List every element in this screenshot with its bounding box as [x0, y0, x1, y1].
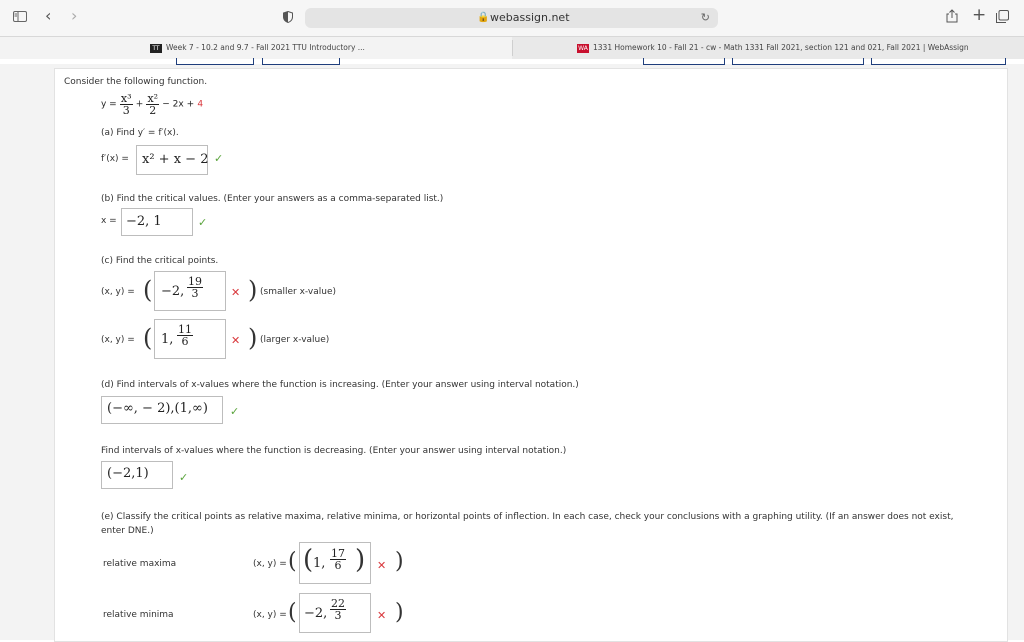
- part-c-row1-field[interactable]: [154, 271, 226, 311]
- nav-button-stub[interactable]: [643, 58, 725, 65]
- function-expression: [101, 93, 203, 116]
- forward-icon[interactable]: ›: [71, 6, 78, 25]
- back-icon[interactable]: ‹: [45, 6, 52, 25]
- part-a-check-icon: ✓: [214, 152, 224, 165]
- close-paren: ): [395, 600, 404, 625]
- term2-numerator: x²: [147, 92, 159, 105]
- part-b-check-icon: ✓: [198, 216, 208, 229]
- fraction-numerator: 11: [178, 323, 192, 336]
- part-a-label: f′(x) =: [101, 154, 129, 164]
- term1-denominator: 3: [122, 104, 130, 117]
- nav-button-stub[interactable]: [732, 58, 864, 65]
- address-bar[interactable]: [305, 8, 718, 28]
- part-c-row1-y: [187, 276, 203, 299]
- part-e-row1-cross-icon: ✕: [377, 559, 387, 572]
- part-d-increasing-field[interactable]: [101, 396, 223, 424]
- part-d-decreasing-field[interactable]: [101, 461, 173, 489]
- tab-bar: [0, 36, 1024, 59]
- open-paren: (: [288, 600, 297, 625]
- nav-button-stub[interactable]: [262, 58, 340, 65]
- part-c-row2-note: (larger x-value): [260, 335, 330, 345]
- part-c-row2-cross-icon: ✕: [231, 334, 241, 347]
- part-e-row2-label: relative minima: [103, 610, 174, 620]
- tab-week7[interactable]: [0, 37, 512, 59]
- fraction-numerator: 17: [331, 547, 345, 560]
- part-b-prompt: (b) Find the critical values. (Enter your answers as a comma-separated list.): [101, 194, 444, 204]
- term-x3-over-3: [120, 93, 133, 116]
- part-e-row2-xy-label: (x, y) =: [253, 610, 287, 620]
- browser-toolbar: [0, 0, 1024, 36]
- part-a-answer-field[interactable]: [136, 145, 208, 175]
- part-d-prompt-increasing: (d) Find intervals of x-values where the function is increasing. (Enter your answer using interval notation.): [101, 380, 579, 390]
- part-d-increasing-answer: (−∞, − 2),(1,∞): [107, 401, 208, 416]
- part-e-row2-x: −2,: [304, 606, 328, 621]
- tab-webassign[interactable]: [513, 37, 1024, 59]
- part-e-row2-field[interactable]: [299, 593, 371, 633]
- close-paren: ): [248, 324, 258, 352]
- fraction: [187, 276, 203, 299]
- function-lhs: y =: [101, 99, 117, 110]
- tabs-icon[interactable]: [996, 10, 1009, 26]
- inner-close-paren: ): [355, 545, 366, 575]
- shield-icon[interactable]: [283, 11, 293, 26]
- part-c-row2-label: (x, y) =: [101, 335, 135, 345]
- term2-denominator: 2: [149, 104, 157, 117]
- fraction-denominator: 3: [334, 609, 342, 622]
- address-url: webassign.net: [490, 11, 570, 24]
- part-e-row1-x: 1,: [313, 556, 326, 571]
- part-c-row1-cross-icon: ✕: [231, 286, 241, 299]
- part-e-row1-xy-label: (x, y) =: [253, 559, 287, 569]
- part-e-row2-y: [330, 598, 346, 621]
- part-c-prompt: (c) Find the critical points.: [101, 256, 219, 266]
- tab-webassign-label: 1331 Homework 10 - Fall 21 - cw - Math 1331 Fall 2021, section 121 and 021, Fall 2021 | WebAssign: [593, 43, 969, 52]
- ttu-favicon-icon: TT: [150, 44, 162, 53]
- close-paren: ): [395, 549, 404, 574]
- part-d-decreasing-check-icon: ✓: [179, 471, 189, 484]
- fraction-numerator: 22: [331, 597, 345, 610]
- part-c-row2-field[interactable]: [154, 319, 226, 359]
- fraction-denominator: 6: [334, 559, 342, 572]
- fraction-numerator: 19: [188, 275, 202, 288]
- part-a-prompt: (a) Find y′ = f′(x).: [101, 128, 179, 138]
- fraction: [330, 598, 346, 621]
- open-paren: (: [143, 276, 153, 304]
- part-d-increasing-check-icon: ✓: [230, 405, 240, 418]
- part-e-row2-cross-icon: ✕: [377, 609, 387, 622]
- plus-icon[interactable]: +: [972, 5, 987, 25]
- term1-numerator: x³: [120, 92, 132, 105]
- inner-open-paren: (: [303, 545, 314, 575]
- sidebar-icon[interactable]: [13, 11, 27, 25]
- part-e-prompt-line2: enter DNE.): [101, 526, 154, 536]
- part-c-row1-note: (smaller x-value): [260, 287, 337, 297]
- part-e-row1-field[interactable]: [299, 542, 371, 584]
- function-rest: − 2x +: [162, 99, 195, 110]
- fraction-denominator: 6: [181, 335, 189, 348]
- fraction: [330, 548, 346, 571]
- part-c-row1-x: −2,: [161, 284, 185, 299]
- function-plus: +: [135, 99, 144, 110]
- question-intro: Consider the following function.: [64, 77, 208, 87]
- close-paren: ): [248, 276, 258, 304]
- lock-icon: 🔒: [477, 12, 490, 23]
- part-b-label: x =: [101, 216, 117, 226]
- tab-week7-label: Week 7 - 10.2 and 9.7 - Fall 2021 TTU Introductory ...: [166, 43, 365, 52]
- open-paren: (: [288, 549, 297, 574]
- fraction: [177, 324, 193, 347]
- part-c-row1-label: (x, y) =: [101, 287, 135, 297]
- share-icon[interactable]: [946, 9, 958, 26]
- part-e-prompt-line1: (e) Classify the critical points as relative maxima, relative minima, or horizontal points of inflection. In each case, check your conclusions with a graphing utility. (If an answer does not exist,: [101, 512, 954, 522]
- part-a-answer: x² + x − 2: [142, 152, 209, 167]
- part-b-answer-field[interactable]: [121, 208, 193, 236]
- part-c-row2-x: 1,: [161, 332, 174, 347]
- part-d-decreasing-answer: (−2,1): [107, 466, 149, 481]
- webassign-favicon-icon: WA: [578, 44, 588, 52]
- open-paren: (: [143, 324, 153, 352]
- part-e-row1-y: [330, 548, 346, 571]
- fraction-denominator: 3: [191, 287, 199, 300]
- function-constant: 4: [197, 99, 204, 110]
- term-x2-over-2: [146, 93, 159, 116]
- part-b-answer: −2, 1: [126, 214, 162, 229]
- nav-button-stub[interactable]: [176, 58, 254, 65]
- part-e-row1-label: relative maxima: [103, 559, 177, 569]
- part-c-row2-y: [177, 324, 193, 347]
- reload-icon[interactable]: ↻: [700, 11, 710, 24]
- nav-button-stub[interactable]: [871, 58, 1006, 65]
- part-d-prompt-decreasing: Find intervals of x-values where the function is decreasing. (Enter your answer using interval notation.): [101, 446, 567, 456]
